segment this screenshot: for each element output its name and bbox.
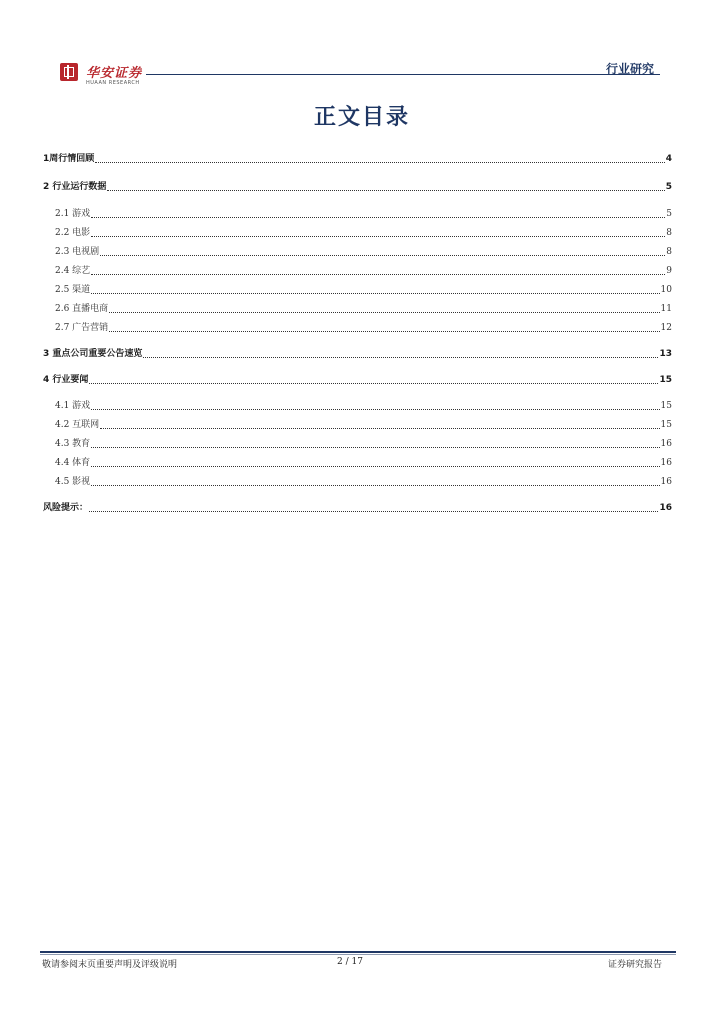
toc-entry[interactable] (43, 208, 672, 220)
toc-entry[interactable] (43, 476, 672, 488)
footer-divider (40, 951, 676, 953)
toc-entry-title: 2.3 电视剧 (55, 247, 100, 257)
toc-entry-title: 4.4 体育 (55, 458, 91, 468)
toc-entry-page: 15 (660, 420, 672, 430)
toc-leader-dots (89, 502, 658, 512)
toc-entry[interactable] (43, 374, 672, 386)
toc-entry-page: 16 (660, 477, 672, 487)
toc-entry[interactable] (43, 265, 672, 277)
toc-entry-title: 2.2 电影 (55, 228, 91, 238)
toc-leader-dots (91, 265, 665, 275)
toc-entry-title: 2.4 综艺 (55, 266, 91, 276)
toc-entry-title: 风险提示： (43, 503, 89, 513)
toc-entry-title: 2.7 广告营销 (55, 323, 109, 333)
toc-leader-dots (91, 438, 659, 448)
toc-leader-dots (100, 419, 659, 429)
page-header (0, 0, 724, 95)
toc-entry-page: 13 (659, 349, 672, 359)
toc-entry-title: 4.5 影视 (55, 477, 91, 487)
toc-entry[interactable] (43, 227, 672, 239)
toc-entry-page: 16 (660, 458, 672, 468)
toc-entry-title: 4 行业要闻 (43, 375, 89, 385)
toc-leader-dots (107, 181, 664, 191)
toc-leader-dots (95, 153, 664, 163)
toc-entry-page: 10 (660, 285, 672, 295)
header-divider (146, 74, 660, 75)
toc-entry[interactable] (43, 181, 672, 193)
toc-entry[interactable] (43, 153, 672, 165)
toc-leader-dots (109, 303, 659, 313)
toc-entry-title: 2.5 渠道 (55, 285, 91, 295)
toc-entry-title: 4.2 互联网 (55, 420, 100, 430)
logo-subtext: HUAAN RESEARCH (86, 80, 140, 86)
toc-entry[interactable] (43, 457, 672, 469)
toc-entry-page: 9 (666, 266, 672, 276)
toc-entry[interactable] (43, 348, 672, 360)
toc-entry-page: 12 (660, 323, 672, 333)
toc-leader-dots (100, 246, 665, 256)
toc-entry[interactable] (43, 303, 672, 315)
logo-seal-icon (60, 63, 78, 81)
toc-entry-page: 5 (666, 209, 672, 219)
toc-entry-title: 2 行业运行数据 (43, 182, 107, 192)
toc-leader-dots (91, 227, 665, 237)
toc-entry-page: 8 (666, 247, 672, 257)
logo-text: 华安证券 (86, 66, 143, 81)
toc-entry-page: 16 (660, 439, 672, 449)
page-number: 2 / 17 (337, 957, 363, 967)
toc-leader-dots (91, 400, 659, 410)
report-type: 证券研究报告 (607, 960, 662, 970)
toc-entry[interactable] (43, 284, 672, 296)
toc-entry[interactable] (43, 419, 672, 431)
toc-entry-title: 4.3 教育 (55, 439, 91, 449)
footer-disclaimer: 敬请参阅末页重要声明及评级说明 (42, 960, 178, 970)
toc-entry-title: 4.1 游戏 (55, 401, 91, 411)
toc-entry[interactable] (43, 322, 672, 334)
toc-entry[interactable] (43, 246, 672, 258)
toc-leader-dots (91, 284, 659, 294)
toc-entry-title: 3 重点公司重要公告速览 (43, 349, 143, 359)
toc-leader-dots (143, 348, 658, 358)
toc-entry-page: 8 (666, 228, 672, 238)
toc-entry-page: 4 (665, 154, 672, 164)
toc-entry-title: 2.1 游戏 (55, 209, 91, 219)
toc-entry-page: 16 (659, 503, 672, 513)
toc-entry-page: 15 (659, 375, 672, 385)
toc-leader-dots (91, 476, 659, 486)
toc-entry-page: 5 (665, 182, 672, 192)
toc-leader-dots (91, 208, 665, 218)
page-title: 正文目录 (313, 105, 410, 130)
toc-leader-dots (109, 322, 659, 332)
toc-leader-dots (91, 457, 659, 467)
toc-entry-page: 11 (660, 304, 672, 314)
toc-entry[interactable] (43, 400, 672, 412)
toc-entry-title: 1周行情回顾 (43, 154, 95, 164)
section-label: 行业研究 (605, 62, 654, 76)
toc-entry[interactable] (43, 502, 672, 514)
toc-entry-page: 15 (660, 401, 672, 411)
footer-divider-thin (40, 954, 676, 955)
toc-leader-dots (89, 374, 658, 384)
toc-entry-title: 2.6 直播电商 (55, 304, 109, 314)
toc-entry[interactable] (43, 438, 672, 450)
